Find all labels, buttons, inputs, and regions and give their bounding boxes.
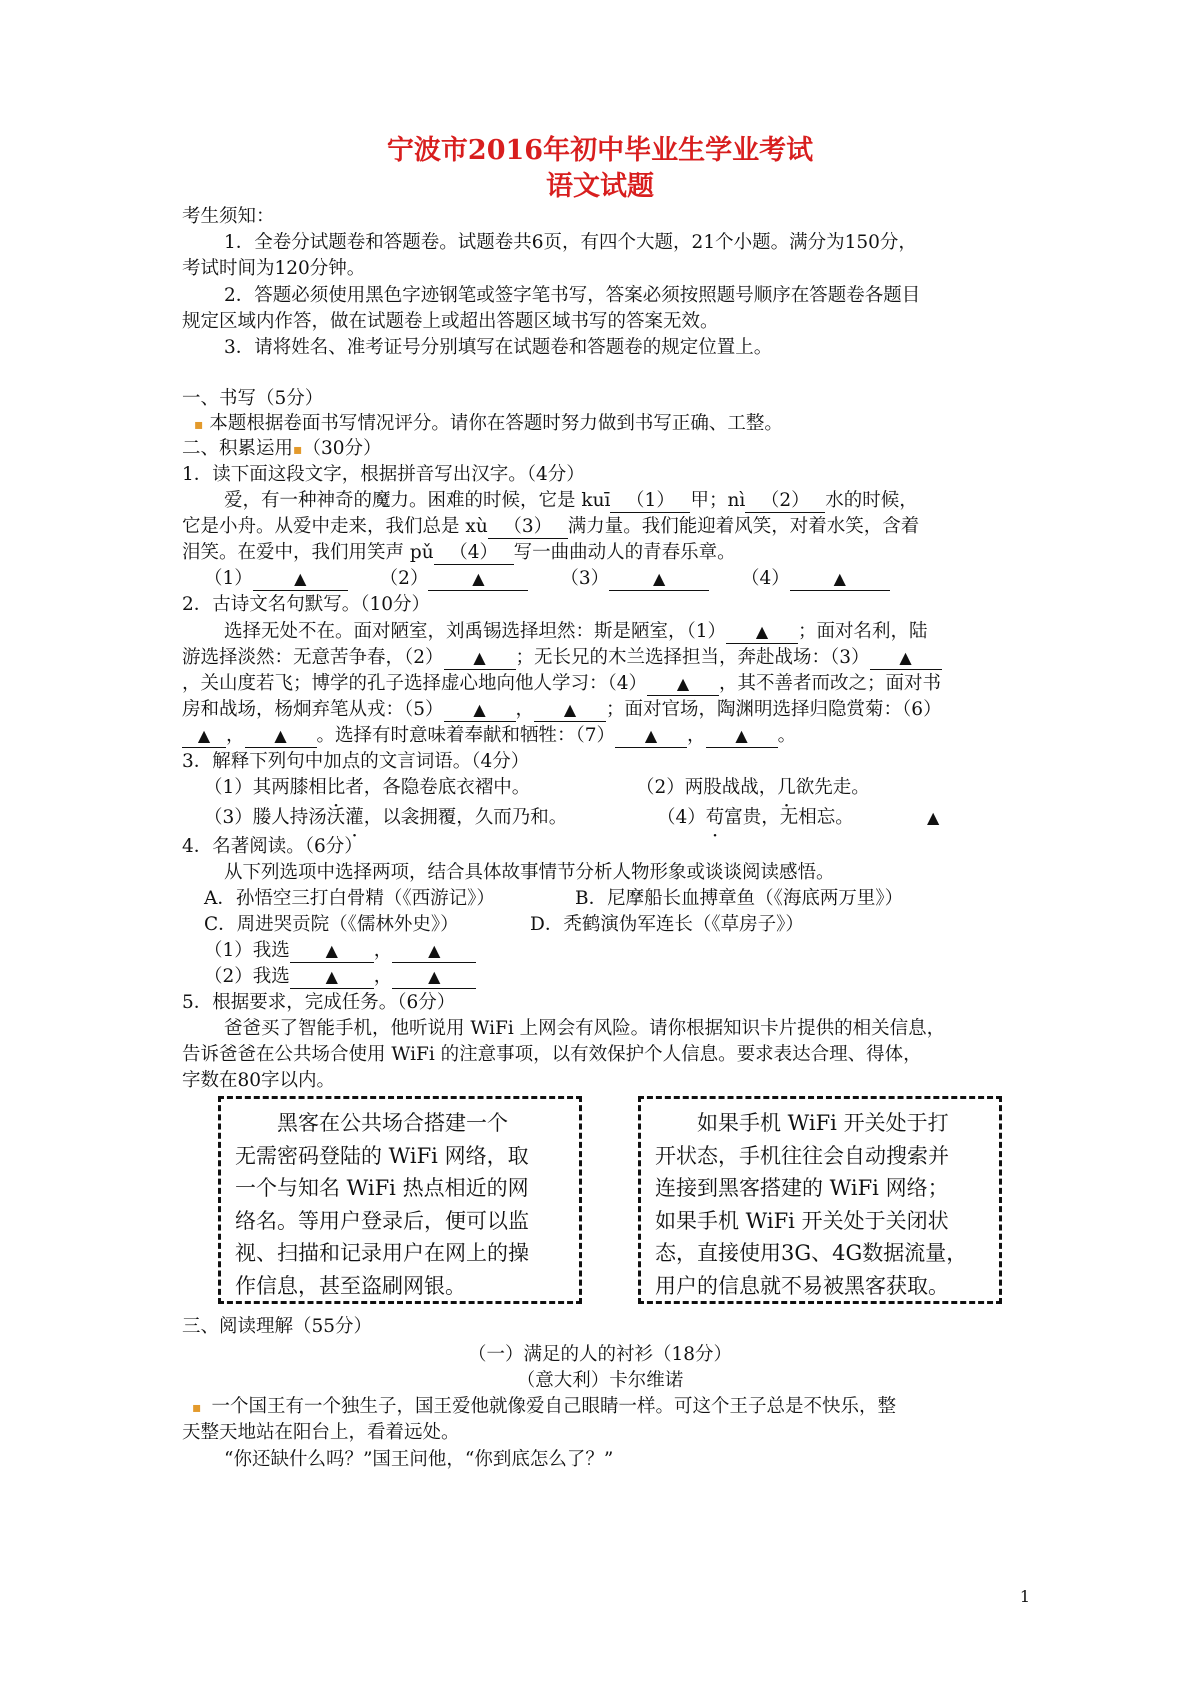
notice-line: 规定区域内作答，做在试题卷上或超出答题区域书写的答案无效。: [182, 311, 719, 332]
q2-text: ，: [515, 699, 535, 720]
q1-text: 甲；nì: [690, 490, 746, 511]
emphasized-word: 几: [777, 777, 796, 798]
section-heading: [182, 437, 382, 462]
answer-blank[interactable]: ▲: [726, 621, 798, 644]
answer-blank[interactable]: ▲: [245, 725, 317, 748]
answer-blank[interactable]: ▲: [392, 966, 476, 989]
question-stem: 3．解释下列句中加点的文言词语。（4分）: [182, 751, 530, 772]
q4-select-label: （1）我选: [204, 940, 290, 961]
reading-paragraph: ▪ 一个国王有一个独生子，国王爱他就像爱自己眼睛一样。可这个王子总是不快乐，整: [192, 1396, 897, 1417]
q3-text: （4）: [657, 807, 706, 828]
card-line: 开状态，手机往往会自动搜索并: [655, 1143, 949, 1168]
question-stem: 4．名著阅读。（6分）: [182, 836, 363, 857]
emphasized-word: 比: [326, 777, 346, 798]
notice-line: 1．全卷分试题卷和答题卷。试题卷共6页，有四个大题，21个小题。满分为150分，: [224, 232, 917, 253]
reading-paragraph: 天整天地站在阳台上，看着远处。: [182, 1422, 460, 1443]
q3-text: （3）媵人持汤沃: [204, 807, 346, 828]
card-line: 作信息，甚至盗刷网银。: [235, 1273, 466, 1298]
question-stem: 5．根据要求，完成任务。（6分）: [182, 992, 456, 1013]
q1-answers: [204, 567, 890, 591]
section-text: ▪ 本题根据卷面书写情况评分。请你在答题时努力做到书写正确、工整。: [194, 413, 783, 434]
section1-text: 本题根据卷面书写情况评分。请你在答题时努力做到书写正确、工整。: [209, 413, 783, 434]
q4-option: C．周进哭贡院（《儒林外史》）: [204, 914, 459, 935]
notice-line: 2．答题必须使用黑色字迹钢笔或签字笔书写，答案必须按照题号顺序在答题卷各题目: [224, 285, 921, 306]
card-line: 态，直接使用3G、4G数据流量，: [655, 1241, 968, 1265]
q1-text: 水的时候，: [825, 490, 918, 511]
q2-text: 选择无处不在。面对陋室，刘禹锡选择坦然：斯是陋室，（1）: [224, 621, 727, 642]
answer-blank[interactable]: ▲: [182, 725, 226, 748]
card-line: 如果手机 WiFi 开关处于打: [655, 1111, 949, 1135]
q1-text: 写一曲曲动人的青春乐章。: [513, 542, 736, 563]
blank[interactable]: （2）: [745, 490, 825, 513]
question-stem: 2．古诗文名句默写。（10分）: [182, 594, 431, 615]
q4-option: D．秃鹤演伪军连长（《草房子》）: [530, 914, 804, 935]
q2-text: 。选择有时意味着奉献和牺牲：（7）: [316, 725, 616, 746]
q3-item: [657, 806, 854, 830]
blank[interactable]: （1）: [610, 490, 690, 513]
card-line: 一个与知名 WiFi 热点相近的网: [235, 1176, 529, 1200]
answer-blank[interactable]: ▲: [609, 568, 709, 591]
q2-text: ，: [226, 725, 245, 746]
comma: ，: [373, 966, 393, 987]
card-line: 连接到黑客搭建的 WiFi 网络；: [655, 1176, 949, 1200]
answer-label: （4）: [741, 568, 790, 589]
card-line: 用户的信息就不易被黑客获取。: [655, 1273, 949, 1298]
q4-select: [204, 939, 476, 963]
blank[interactable]: （4）: [434, 542, 514, 565]
q3-item: [636, 776, 870, 800]
q1-text: 爱，有一种神奇的魔力。困难的时候，它是 kuī: [224, 490, 611, 511]
q2-line: [224, 620, 928, 644]
card-line: 视、扫描和记录用户在网上的操: [235, 1241, 529, 1265]
q5-line: 爸爸买了智能手机，他听说用 WiFi 上网会有风险。请你根据知识卡片提供的相关信息，: [224, 1018, 946, 1039]
section-heading: 三、阅读理解（55分）: [182, 1316, 373, 1337]
answer-blank[interactable]: ▲: [647, 673, 719, 696]
q3-text: 者，各隐卷底衣褶中。: [345, 777, 531, 798]
answer-blank[interactable]: ▲: [392, 940, 476, 963]
answer-blank[interactable]: ▲: [290, 966, 374, 989]
q3-item: [204, 776, 530, 800]
answer-blank[interactable]: ▲: [790, 568, 890, 591]
q3-text: （1）其两膝相: [204, 777, 327, 798]
q2-text: ；面对名利，陆: [798, 621, 928, 642]
answer-label: （2）: [379, 568, 429, 589]
q2-text: 游选择淡然：无意苦争春，（2）: [182, 647, 444, 668]
q2-text: ；面对官场，陶渊明选择归隐赏菊：（6）: [606, 699, 942, 720]
q2-line: [182, 646, 942, 670]
q2-text: ；无长兄的木兰选择担当，奔赴战场：（3）: [515, 647, 870, 668]
answer-blank[interactable]: ▲: [534, 699, 606, 722]
q2-text: ，其不善者而改之；面对书: [719, 673, 942, 694]
q2-line: [182, 698, 942, 722]
q4-option: A．孙悟空三打白骨精（《西游记》）: [204, 888, 495, 909]
answer-blank[interactable]: ▲: [444, 647, 516, 670]
q3-item: [204, 806, 567, 830]
section2-heading-b: （30分）: [302, 438, 382, 459]
q4-select: [204, 965, 476, 989]
q5-line: 告诉爸爸在公共场合使用 WiFi 的注意事项，以有效保护个人信息。要求表达合理、得体，: [182, 1044, 922, 1065]
q1-line: [224, 489, 918, 513]
answer-blank[interactable]: ▲: [428, 568, 528, 591]
answer-label: （1）: [204, 568, 253, 589]
notice-line: 3．请将姓名、准考证号分别填写在试题卷和答题卷的规定位置上。: [224, 337, 773, 358]
q3-text: ，以衾拥覆，久而乃和。: [363, 807, 568, 828]
knowledge-card-hacker: [218, 1096, 582, 1304]
q2-line: [182, 724, 796, 748]
emphasized-word: 苟: [705, 807, 725, 828]
q3-text: 富贵，无相忘。: [724, 807, 854, 828]
answer-blank[interactable]: ▲: [706, 725, 778, 748]
q5-line: 字数在80字以内。: [182, 1070, 336, 1091]
q2-line: [182, 672, 941, 696]
reading-text: 一个国王有一个独生子，国王爱他就像爱自己眼睛一样。可这个王子总是不快乐，整: [211, 1396, 897, 1417]
q1-line: [182, 515, 919, 539]
exam-title: 宁波市2016年初中毕业生学业考试: [386, 135, 814, 166]
q3-text: （2）两股战战，: [636, 777, 778, 798]
q2-text: 房和战场，杨炯弃笔从戎：（5）: [182, 699, 444, 720]
comma: ，: [373, 940, 393, 961]
reading-paragraph: “你还缺什么吗？”国王问他，“你到底怎么了？”: [224, 1449, 614, 1470]
answer-marker[interactable]: ▲: [927, 808, 940, 827]
card-line: 黑客在公共场合搭建一个: [235, 1111, 508, 1135]
emphasized-word: 灌: [345, 807, 364, 828]
section-heading: 一、书写（5分）: [182, 388, 324, 409]
q1-text: 泪笑。在爱中，我们用笑声 pǔ: [182, 542, 434, 563]
card-line: 无需密码登陆的 WiFi 网络，取: [235, 1143, 529, 1168]
q3-text: 欲先走。: [795, 777, 870, 798]
knowledge-card-wifi-switch: [638, 1096, 1002, 1304]
answer-label: （3）: [560, 568, 610, 589]
q1-line: [182, 541, 736, 565]
q4-instruction: 从下列选项中选择两项，结合具体故事情节分析人物形象或谈谈阅读感悟。: [224, 862, 835, 883]
q1-text: 满力量。我们能迎着风笑，对着水笑，含着: [567, 516, 920, 537]
mark-dot: ▪: [293, 442, 303, 458]
answer-blank[interactable]: ▲: [253, 568, 348, 591]
reading-title: （一）满足的人的衬衫（18分）: [467, 1344, 733, 1365]
answer-blank[interactable]: ▲: [870, 647, 942, 670]
page-number: 1: [1019, 1587, 1030, 1606]
q2-text: ，: [687, 725, 706, 746]
answer-blank[interactable]: ▲: [290, 940, 374, 963]
exam-subtitle: 语文试题: [546, 171, 654, 202]
notice-line: 考试时间为120分钟。: [182, 258, 366, 279]
notice-heading: 考生须知：: [182, 206, 275, 227]
q4-option: B．尼摩船长血搏章鱼（《海底两万里》）: [575, 888, 904, 909]
section2-heading-a: 二、积累运用: [182, 438, 294, 459]
reading-author: （意大利）卡尔维诺: [516, 1370, 684, 1391]
card-line: 如果手机 WiFi 开关处于关闭状: [655, 1208, 949, 1233]
answer-blank[interactable]: ▲: [615, 725, 687, 748]
q1-text: 它是小舟。从爱中走来，我们总是 xù: [182, 516, 488, 537]
q4-select-label: （2）我选: [204, 966, 290, 987]
blank[interactable]: （3）: [488, 516, 568, 539]
question-stem: 1．读下面这段文字，根据拼音写出汉字。（4分）: [182, 464, 585, 485]
q2-text: ，关山度若飞；博学的孔子选择虚心地向他人学习：（4）: [182, 673, 648, 694]
card-line: 络名。等用户登录后，便可以监: [235, 1208, 529, 1233]
q2-text: 。: [777, 725, 797, 746]
answer-blank[interactable]: ▲: [444, 699, 516, 722]
